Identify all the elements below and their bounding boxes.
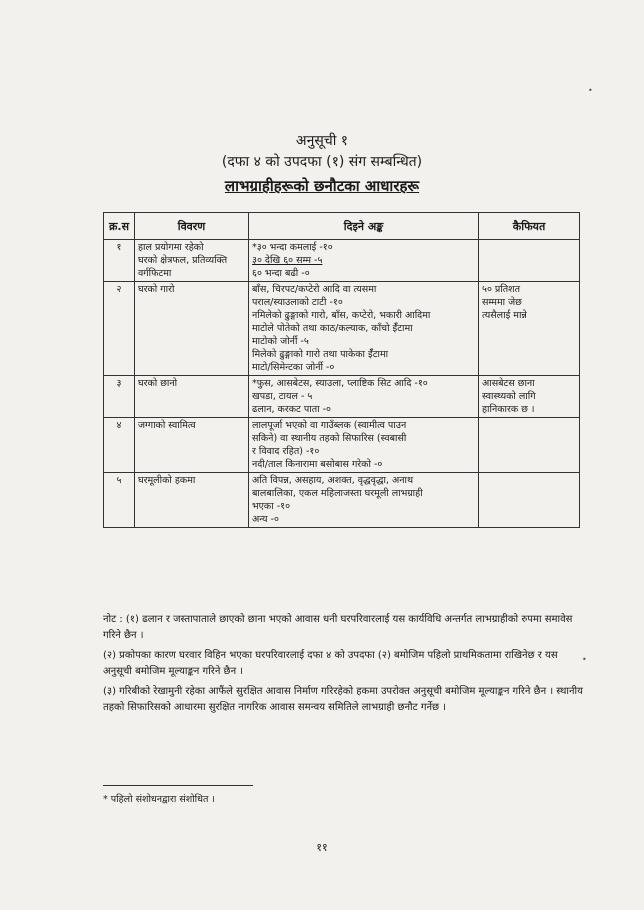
- table-row: [104, 240, 580, 282]
- table-row: [104, 282, 580, 376]
- row-sn: ३: [104, 376, 135, 418]
- scan-speck: •: [588, 86, 593, 95]
- marks-line: ६० भन्दा बढी -०: [252, 268, 310, 279]
- marks-line: ३० देखि ६० सम्म -५: [252, 255, 323, 266]
- table-row: [104, 418, 580, 473]
- page-number: ११: [316, 841, 328, 854]
- row-marks: [249, 240, 479, 282]
- marks-line: *फुस, आसबेटस, स्याउला, प्लाष्टिक सिट आदि -१०: [252, 378, 428, 389]
- row-description: [135, 473, 249, 528]
- row-description: [135, 418, 249, 473]
- marks-line: माटोले पोतेको तथा काठ/कल्याक, काँचो ईँटामा: [252, 323, 413, 334]
- note-1: नोट : (१) ढलान र जस्तापाताले छाएको छाना भएको आवास धनी घरपरिवारलाई यस कार्यविधि अन्तर्गत लाभग्राहीको रुपमा समावेस गरिने छैन ।: [103, 614, 573, 641]
- remark-line: आसबेटस छाना: [482, 378, 535, 389]
- desc-line: जग्गाको स्वामित्व: [138, 420, 196, 431]
- row-description: [135, 376, 249, 418]
- marks-line: लालपूर्जा भएको वा गाउँब्लक (स्वामीत्व पाउन: [252, 420, 407, 431]
- marks-line: माटोको जोर्नी -५: [252, 336, 309, 347]
- marks-line: अन्य -०: [252, 514, 279, 525]
- remark-line: ५० प्रतिशत: [482, 284, 521, 295]
- row-description: [135, 282, 249, 376]
- header-remarks: कैफियत: [479, 213, 580, 240]
- marks-line: सकिने) वा स्थानीय तहको सिफारिस (स्वबासी: [252, 433, 407, 444]
- header-marks: दिइने अङ्क: [249, 213, 479, 240]
- marks-line: माटो/सिमेन्टका जोर्नी -०: [252, 362, 335, 373]
- notes-section: [103, 612, 583, 720]
- table-row: [104, 473, 580, 528]
- footnote: * पहिलो संशोधनद्वारा संशोधित ।: [103, 794, 216, 805]
- desc-line: घरको क्षेत्रफल, प्रतिव्यक्ति: [138, 255, 228, 266]
- row-remark: [479, 418, 580, 473]
- row-remark: [479, 240, 580, 282]
- row-sn: ४: [104, 418, 135, 473]
- annex-subtitle: लाभग्राहीहरूको छनौटका आधारहरू: [224, 177, 420, 195]
- marks-line: नमिलेको ढुङ्गाको गारो, बाँस, कप्टेरो, भकारी आदिमा: [252, 310, 431, 321]
- marks-line: अति विपन्न, असहाय, अशक्त, वृद्धवृद्धा, अनाथ: [252, 475, 414, 486]
- row-sn: १: [104, 240, 135, 282]
- marks-line: खपडा, टायल - ५: [252, 391, 313, 402]
- row-remark: [479, 376, 580, 418]
- row-marks: [249, 376, 479, 418]
- criteria-table: [103, 212, 580, 528]
- desc-line: घरको छानो: [138, 378, 178, 389]
- row-description: [135, 240, 249, 282]
- footnote-rule: [103, 785, 253, 786]
- marks-line: नदी/ताल किनारामा बसोबास गरेको -०: [252, 459, 383, 470]
- marks-line: *३० भन्दा कमलाई -१०: [252, 242, 333, 253]
- row-remark: [479, 282, 580, 376]
- row-sn: ५: [104, 473, 135, 528]
- desc-line: वर्गफिटमा: [138, 268, 172, 279]
- marks-line: बालबालिका, एकल महिलाजस्ता घरमूली लाभग्राही: [252, 488, 423, 499]
- table-row: [104, 376, 580, 418]
- note-3: (३) गरिबीको रेखामुनी रहेका आफैंले सुरक्षित आवास निर्माण गरिरहेको हकमा उपरोक्त अनुसूची बमोजिम मूल्याङ्कन गरिने छैन । स्थानीय तहको सिफारिसको आधारमा सुरक्षित नागरिक आवास समन्वय समितिले लाभग्राही छनौट गर्नेछ ।: [103, 686, 583, 713]
- desc-line: घरमूलीको हकमा: [138, 475, 196, 486]
- marks-line: ढलान, करकट पाता -०: [252, 404, 331, 415]
- marks-line: मिलेको ढुङ्गाको गारो तथा पाकेका ईँटामा: [252, 349, 389, 360]
- annex-reference: (दफा ४ को उपदफा (१) संग सम्बन्धित): [221, 154, 423, 170]
- row-marks: [249, 418, 479, 473]
- row-remark: [479, 473, 580, 528]
- row-marks: [249, 473, 479, 528]
- remark-line: सम्ममा जेछ: [482, 297, 522, 308]
- header-sn: क्र.स: [104, 213, 135, 240]
- remark-line: त्यसैलाई मान्ने: [482, 310, 527, 321]
- annex-title: अनुसूची १: [295, 133, 349, 149]
- row-marks: [249, 282, 479, 376]
- scan-speck: •: [582, 655, 587, 664]
- desc-line: हाल प्रयोगमा रहेको: [138, 242, 204, 253]
- marks-line: भएका -१०: [252, 501, 291, 512]
- remark-line: स्वास्थ्यको लागि: [482, 391, 536, 402]
- marks-line: बाँस, चिरपट/कप्टेरो आदि वा त्यसमा: [252, 284, 377, 295]
- note-2: (२) प्रकोपका कारण घरवार विहिन भएका घरपरिवारलाई दफा ४ को उपदफा (२) बमोजिम पहिलो प्राथमिकतामा राखिनेछ र यस अनुसूची बमोजिम मूल्याङ्कन गरिने छैन ।: [103, 650, 558, 677]
- remark-line: हानिकारक छ ।: [482, 404, 535, 415]
- row-sn: २: [104, 282, 135, 376]
- desc-line: घरको गारो: [138, 284, 175, 295]
- marks-line: पराल/स्याउलाको टाटी -१०: [252, 297, 343, 308]
- header-description: विवरण: [135, 213, 249, 240]
- marks-line: र विवाद रहित) -१०: [252, 446, 320, 457]
- table-header-row: [104, 213, 580, 240]
